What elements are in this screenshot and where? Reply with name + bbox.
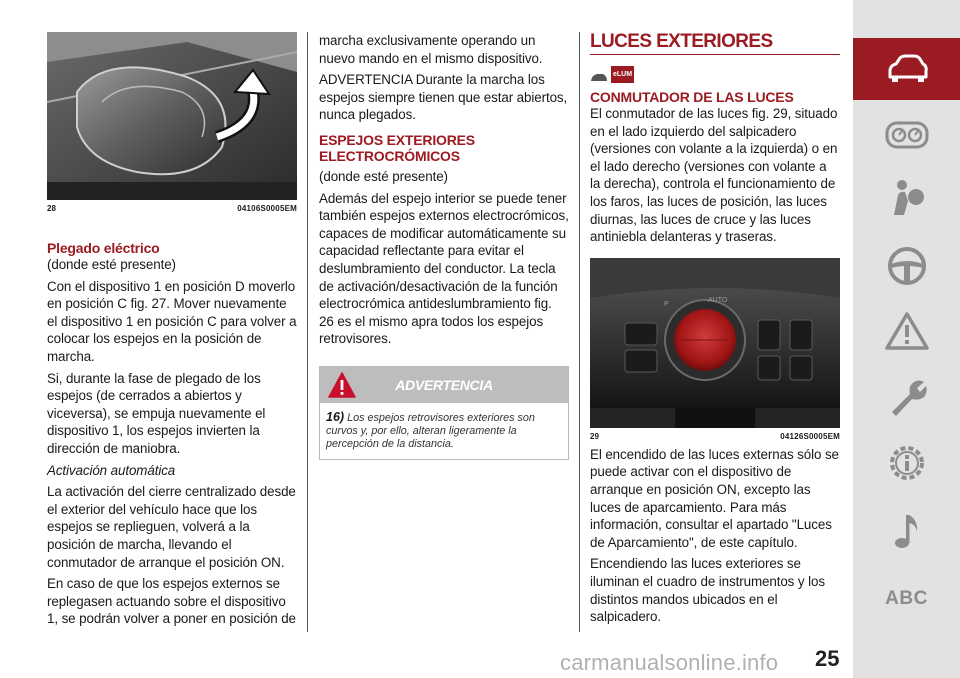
figure-caption — [47, 203, 297, 214]
heading-conmutador: CONMUTADOR DE LAS LUCES — [590, 89, 794, 105]
model-badge-row — [590, 61, 840, 83]
heading-espejos-l2: ELECTROCRÓMICOS — [319, 147, 460, 164]
figure-number: 29 — [590, 431, 599, 441]
paragraph: marcha exclusivamente operando un nuevo mando en el mismo dispositivo. — [319, 33, 543, 66]
page-number: 25 — [815, 646, 840, 671]
column-divider — [579, 32, 580, 632]
light-switch-figure — [590, 258, 840, 428]
column-left — [47, 32, 297, 632]
heading-plegado: Plegado eléctrico — [47, 240, 160, 256]
paragraph: Además del espejo interior se puede tener también espejos externos electrocrómicos, capaces de modificar automáticamente su capacidad reflectante para evitar el deslumbramiento del conductor. La tecla de activación/desactivación de la función electrocrómica antideslumbramiento fig. 26 es el mismo apra todos los espejos retrovisores. — [319, 190, 569, 347]
paragraph: Con el dispositivo 1 en posición D moverlo en posición C fig. 27. Mover nuevamente el dispositivo 1 en posición C para volver a colocar los espejos en la posición de marcha. — [47, 278, 297, 364]
paragraph: (donde esté presente) — [47, 257, 176, 272]
warning-header — [320, 367, 568, 403]
chapter-sidebar — [853, 0, 960, 678]
heading-espejos-l1: ESPEJOS EXTERIORES — [319, 131, 475, 148]
paragraph: Encendiendo las luces exteriores se iluminan el cuadro de instrumentos y los distintos mandos ubicados en el salpicadero. — [590, 556, 825, 625]
car-icon — [884, 49, 930, 89]
music-icon — [884, 511, 930, 551]
subheading-activacion: Activación automática — [47, 462, 176, 478]
mirror-figure — [47, 32, 297, 200]
column-right — [590, 32, 840, 630]
index-abc-label: ABC — [885, 588, 928, 609]
figure-number: 28 — [47, 204, 56, 213]
watermark: carmanualsonline.info — [560, 650, 779, 675]
sidebar-item-technical[interactable] — [853, 432, 960, 494]
sidebar-item-safety[interactable] — [853, 166, 960, 228]
paragraph: ADVERTENCIA Durante la marcha los espejos siempre tienen que estar abiertos, nunca plegados. — [319, 72, 568, 123]
sidebar-item-car[interactable] — [853, 38, 960, 100]
dial-label-p: P — [664, 300, 669, 308]
elum-badge: eLUM — [611, 66, 634, 83]
paragraph: (donde esté presente) — [319, 168, 448, 184]
warning-title: ADVERTENCIA — [395, 376, 493, 393]
column-middle — [319, 32, 569, 460]
light-switch-image — [590, 258, 840, 428]
warning-text: Los espejos retrovisores exteriores son curvos y, por ello, alteran ligeramente la percepción de la distancia. — [326, 411, 535, 450]
paragraph: En caso de que los espejos externos se replegasen actuando sobre el dispositivo 1, se podrán volver a poner en posición de — [47, 576, 296, 627]
steering-wheel-icon — [884, 246, 930, 286]
paragraph: El conmutador de las luces fig. 29, situado en el lado izquierdo del salpicadero (versiones con volante a la izquierda) o en el lado derecho (versiones con volante a la derecha), controla el funcionamiento de los faros, las luces de posición, las luces diurnas, las luces de cruce y las luces antiniebla delanteras y traseras. — [590, 106, 838, 245]
wrench-icon — [884, 376, 930, 416]
sidebar-item-driving[interactable] — [853, 235, 960, 297]
dial-label-auto: AUTO — [708, 296, 728, 304]
warning-triangle-icon — [328, 371, 356, 399]
airbag-icon — [884, 177, 930, 217]
dashboard-icon — [884, 115, 930, 155]
warning-icon — [884, 311, 930, 351]
sidebar-item-emergency[interactable] — [853, 300, 960, 362]
paragraph: La activación del cierre centralizado desde el exterior del vehículo hace que los espejos se replieguen, volverá a la posición de marcha, llevando el conmutador de arranque el posición ON. — [47, 484, 296, 570]
figure-code: 04106S0005EM — [237, 204, 297, 213]
sidebar-item-multimedia[interactable] — [853, 500, 960, 562]
sidebar-item-index[interactable] — [853, 568, 960, 630]
warning-box — [319, 366, 569, 460]
paragraph: Si, durante la fase de plegado de los espejos (de cerrados a abiertos y viceversa), se empuja nuevamente el dispositivo 1, los espejos invierten la dirección de maniobra. — [47, 370, 266, 456]
figure-caption — [590, 431, 840, 442]
sidebar-item-maintenance[interactable] — [853, 365, 960, 427]
figure-code: 04126S0005EM — [780, 431, 840, 441]
warning-number: 16) — [326, 409, 345, 424]
warning-body — [320, 403, 568, 459]
paragraph: El encendido de las luces externas sólo se puede activar con el dispositivo de arranque en posición ON, excepto las luces de aparcamiento. Para más información, consultar el apartado "Luces de Aparcamiento", de este capítulo. — [590, 446, 839, 550]
sidebar-item-dashboard[interactable] — [853, 104, 960, 166]
mirror-fold-image — [47, 32, 297, 200]
info-gear-icon — [884, 443, 930, 483]
car-badge-icon — [590, 71, 608, 83]
section-title: LUCES EXTERIORES — [590, 32, 840, 55]
column-divider — [307, 32, 308, 632]
